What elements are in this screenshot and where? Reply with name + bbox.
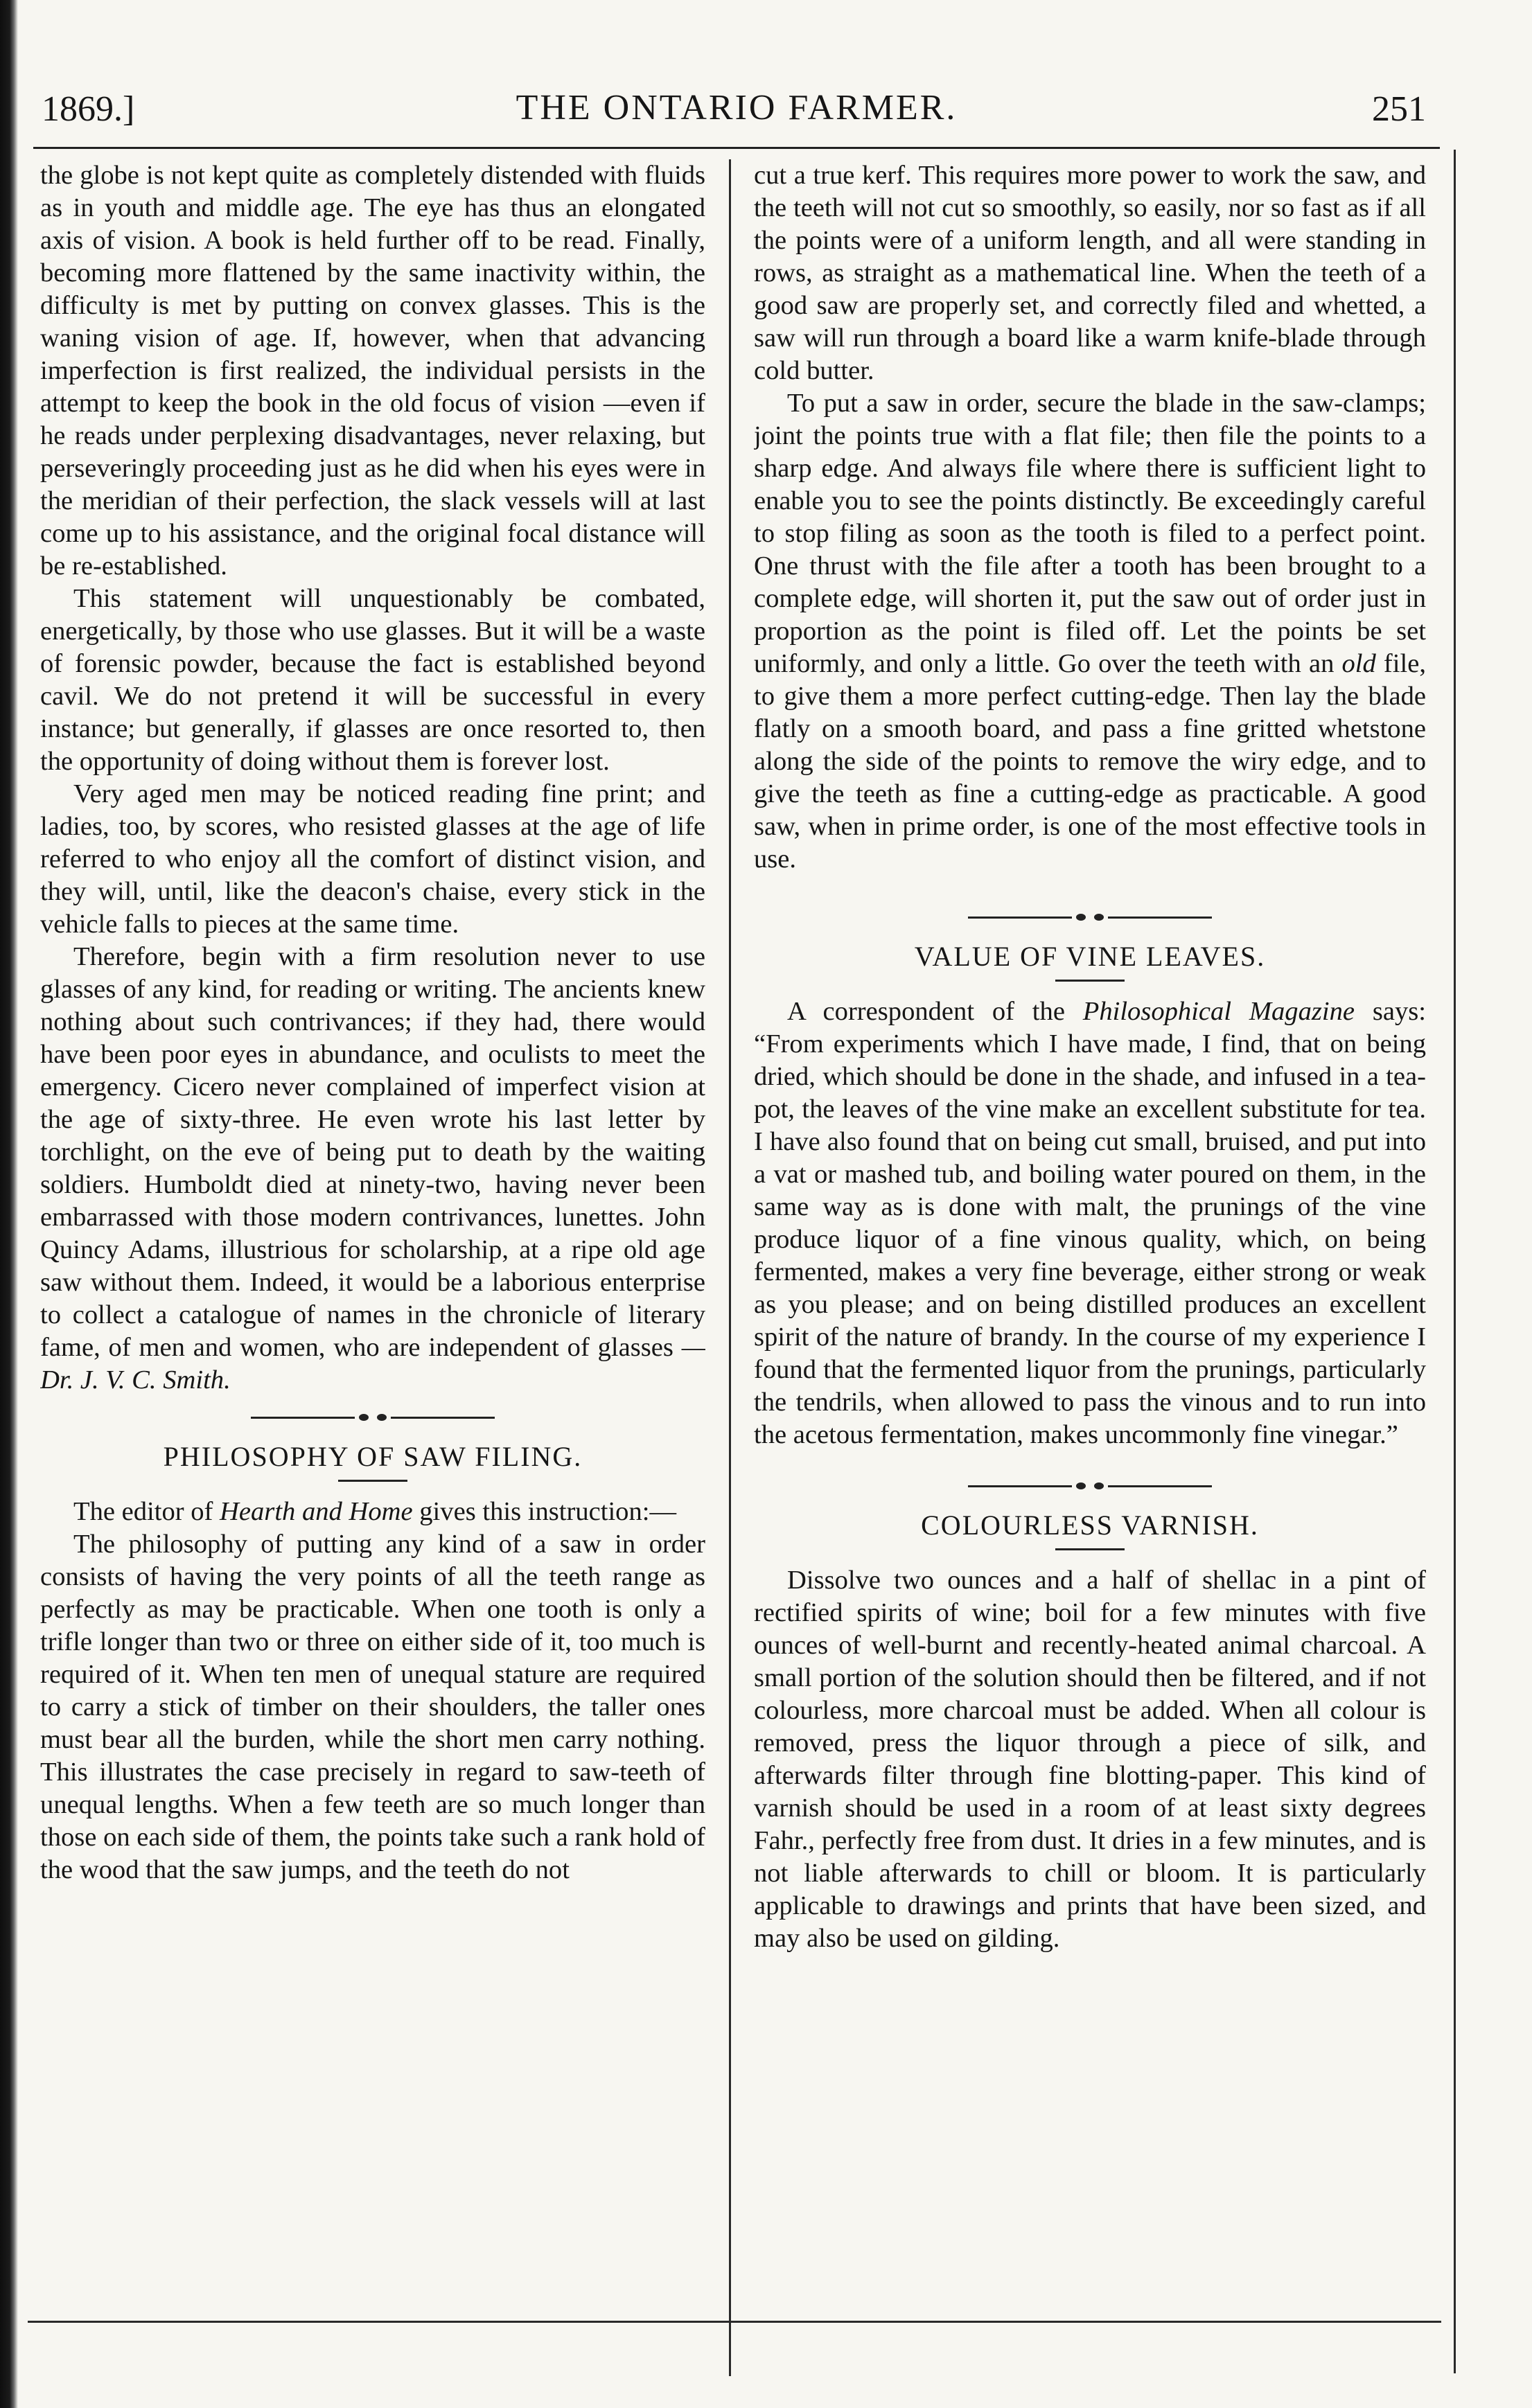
page-header xyxy=(33,83,1440,149)
page-frame-right xyxy=(1454,150,1456,2373)
heading-colourless-varnish: COLOURLESS VARNISH. xyxy=(921,1510,1259,1541)
article-text: Therefore, begin with a firm resolution never to use glasses of any kind, for reading or writing. The ancients knew nothing about such contrivances; if they had, there would have been poor eyes in abundance, and oculists to meet the emergency. Cicero never complained of imperfect vision at the age of sixty-three. He even wrote his last letter by torchlight, on the eve of being put to death by the waiting soldiers. Humboldt died at ninety-two, having never been embarrassed with those modern contrivances, lunettes. John Quincy Adams, illustrious for scholarship, at a ripe old age saw without them. Indeed, it would be a laborious enterprise to collect a catalogue of names in the chronicle of literary fame, of men and women, who are independent of glasses xyxy=(40,942,705,1362)
left-column xyxy=(40,159,705,2355)
header-title: THE ONTARIO FARMER. xyxy=(516,88,958,127)
heading-saw-filing: PHILOSOPHY OF SAW FILING. xyxy=(163,1441,583,1472)
intro-text: gives this instruction:— xyxy=(412,1497,677,1526)
section-divider xyxy=(40,1397,705,1438)
article-text: To put a saw in order, secure the blade in the saw-clamps; joint the points true with a flat file; then file the points to a sharp edge. And always file where there is sufficient light to enable you to see the points distinctly. Be exceedingly careful to stop filing as soon as the tooth is filed to a perfect point. One thrust with the file after a tooth has been brought to a complete edge, will shorten it, put the saw out of order just in proportion as the point is filed off. Let the points be set uniformly, and only a little. Go over the teeth with an xyxy=(754,389,1426,678)
heading-vine-leaves: VALUE OF VINE LEAVES. xyxy=(914,941,1266,972)
header-year: 1869.] xyxy=(42,89,135,129)
article-paragraph: cut a true kerf. This requires more power to work the saw, and the teeth will not cut so smoothly, so easily, nor so fast as if all the points were of a uniform length, and all were standing in rows, as straight as a mathematical line. When the teeth of a good saw are properly set, and correctly filed and whetted, a saw will run through a board like a warm knife-blade through cold butter. xyxy=(754,161,1426,385)
article-signature: —Dr. J. V. C. Smith. xyxy=(40,1333,705,1395)
article-text: says: “From experiments which I have made, I find, that on being dried, which should be done in the shade, and infused in a tea-pot, the leaves of the vine make an excellent substitute for tea. I have also found that on being cut small, bruised, and put into a vat or mashed tub, and boiling water poured on them, in the same way as is done with malt, the prunings of the vine produce liquor of a fine vinous quality, which, on being fermented, makes a very fine beverage, either strong or weak as you please; and on being distilled produces an excellent spirit of the nature of brandy. In the course of my experience I found that the fermented liquor from the prunings, particularly the tendrils, when allowed to pass the vinous and to run into the acetous fermentation, makes uncommonly fine vinegar.” xyxy=(754,997,1426,1449)
heading-rule xyxy=(338,1480,407,1482)
source-title: Hearth and Home xyxy=(220,1497,413,1526)
article-paragraph xyxy=(40,941,705,1397)
article-paragraph: Very aged men may be noticed reading fine print; and ladies, too, by scores, who resisted glasses at the age of life referred to who enjoy all the comfort of distinct vision, and they will, until, like the deacon's chaise, every stick in the vehicle falls to pieces at the same time. xyxy=(40,779,705,939)
intro-text: The editor of xyxy=(73,1497,220,1526)
page-edge-shadow xyxy=(0,0,18,2408)
page-bottom-rule xyxy=(28,2321,1441,2323)
emphasis-word: old xyxy=(1341,649,1376,678)
article-paragraph xyxy=(754,387,1426,876)
source-title: Philosophical Magazine xyxy=(1082,997,1355,1026)
section-divider xyxy=(754,896,1426,938)
article-text: A correspondent of the xyxy=(787,997,1083,1026)
heading-rule xyxy=(1055,1548,1125,1550)
newspaper-page xyxy=(33,83,1440,2369)
article-paragraph: Dissolve two ounces and a half of shellac in a pint of rectified spirits of wine; boil for a few minutes with five ounces of well-burnt and recently-heated animal charcoal. A small portion of the solution should then be filtered, and if not colourless, more charcoal must be added. When all colour is removed, press the liquor through a piece of silk, and afterwards filter through fine blotting-paper. This kind of varnish should be used in a room of at least sixty degrees Fahr., perfectly free from dust. It dries in a few minutes, and is not liable afterwards to chill or bloom. It is particularly applicable to drawings and prints that have been sized, and may also be used on gilding. xyxy=(754,1566,1426,1953)
section-divider xyxy=(754,1465,1426,1507)
column-rule xyxy=(729,159,731,2376)
header-page-number: 251 xyxy=(1372,89,1426,129)
article-paragraph: The philosophy of putting any kind of a saw in order consists of having the very points of all the teeth range as perfectly as may be practicable. When one tooth is only a trifle longer than two or three on either side of it, too much is required of it. When ten men of unequal stature are required to carry a stick of timber on their shoulders, the taller ones must bear all the burden, while the short men carry nothing. This illustrates the case precisely in regard to saw-teeth of unequal lengths. When a few teeth are so much longer than those on each side of them, the points take such a rank hold of the wood that the saw jumps, and the teeth do not xyxy=(40,1530,705,1884)
article-text: file, to give them a more perfect cutting-edge. Then lay the blade flatly on a smooth board, and pass a fine gritted whetstone along the side of the points to remove the wiry edge, and to give the teeth as fine a cutting-edge as practicable. A good saw, when in prime order, is one of the most effective tools in use. xyxy=(754,649,1426,874)
article-intro xyxy=(40,1496,705,1528)
article-paragraph: This statement will unquestionably be combated, energetically, by those who use glasses. But it will be a waste of forensic powder, because the fact is established beyond cavil. We do not pretend it will be successful in every instance; but generally, if glasses are once resorted to, then the opportunity of doing without them is forever lost. xyxy=(40,584,705,776)
article-paragraph xyxy=(754,995,1426,1451)
article-paragraph: the globe is not kept quite as completely distended with fluids as in youth and middle age. The eye has thus an elongated axis of vision. A book is held further off to be read. Finally, becoming more flattened by the same inactivity within, the difficulty is met by putting on convex glasses. This is the waning vision of age. If, however, when that advancing imperfection is first realized, the individual persists in the attempt to keep the book in the old focus of vision —even if he reads under perplexing disadvantages, never relaxing, but perseveringly proceeding just as he did when his eyes were in the meridian of their perfection, the slack vessels will at last come up to his assistance, and the original focal distance will be re-established. xyxy=(40,161,705,581)
right-column xyxy=(754,159,1426,2355)
heading-rule xyxy=(1055,980,1125,982)
